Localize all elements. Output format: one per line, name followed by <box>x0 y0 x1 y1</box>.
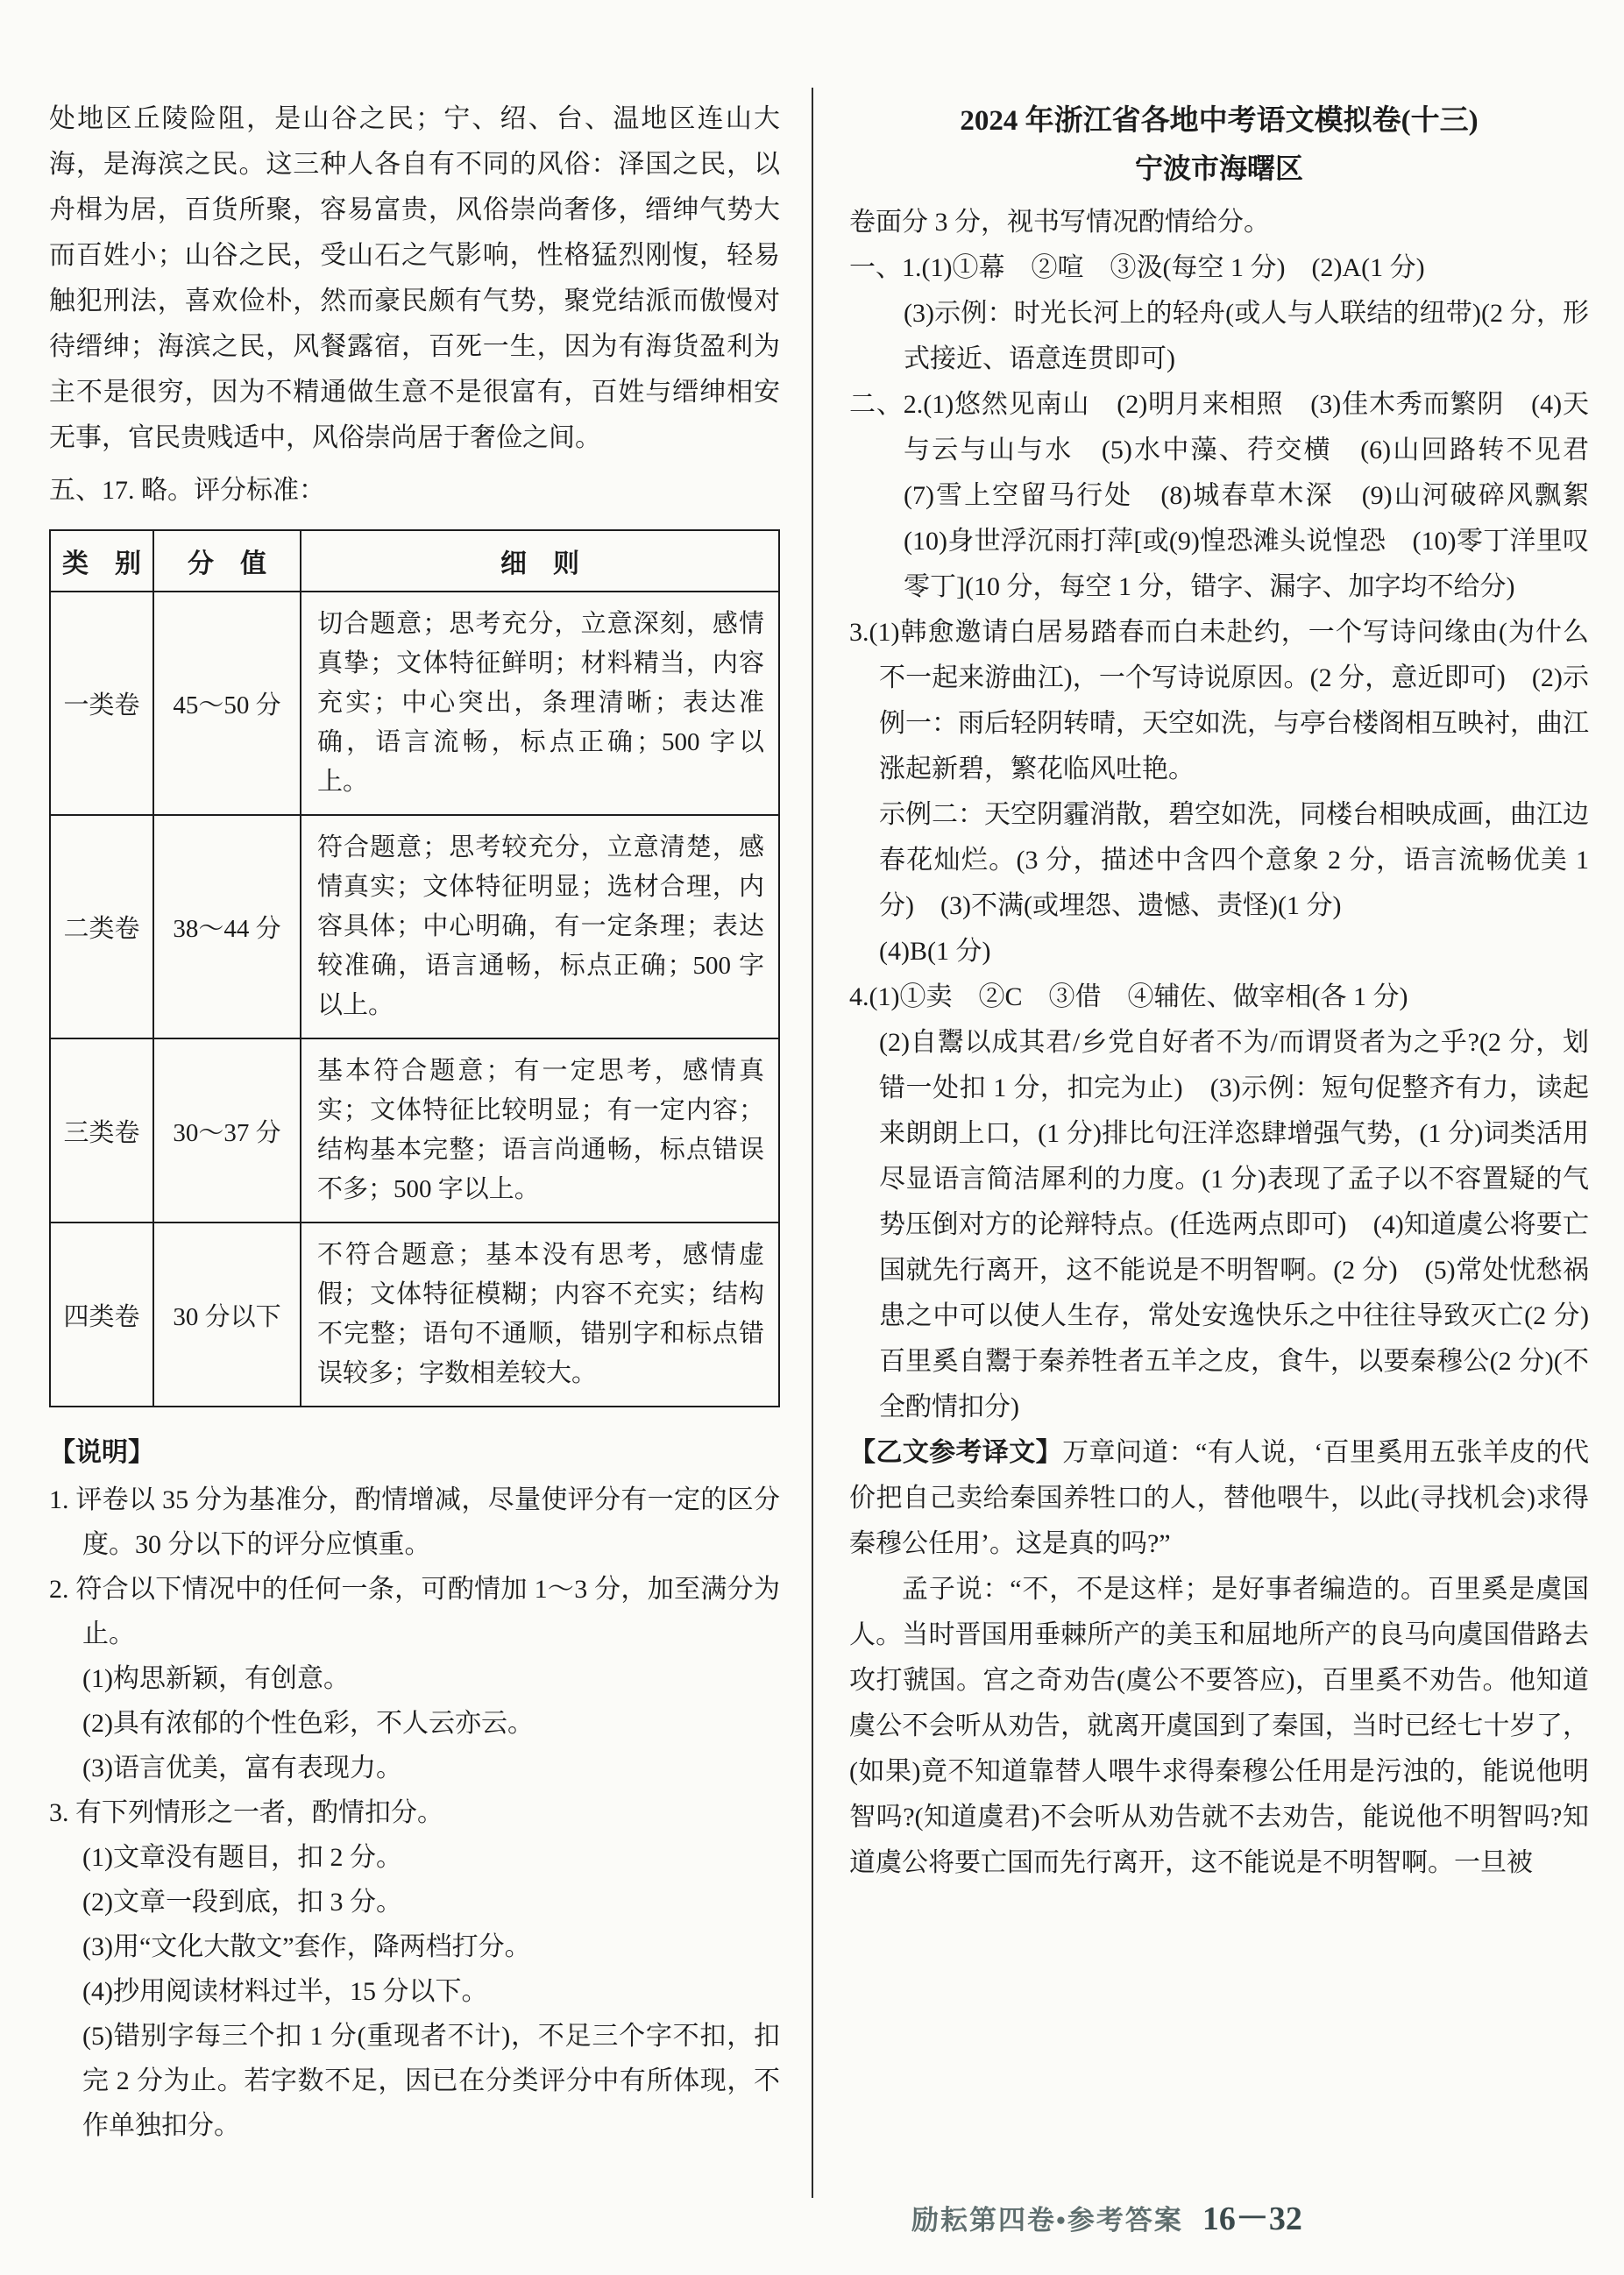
note-sub-item: (2)具有浓郁的个性色彩，不人云亦云。 <box>82 1709 534 1738</box>
answer-paragraph-q4-cont: (2)自鬻以成其君/乡党自好者不为/而谓贤者为之乎?(2 分，划错一处扣 1 分，扣完为止) (3)示例：短句促整齐有力，读起来朗朗上口，(1 分)排比句汪洋恣肆增强气势，(1 分)词类活用尽显语言简洁犀利的力度。(1 分)表现了孟子以不容置疑的气势压倒对方的论辩特点。(任选两点即可) (4)知道虞公将要亡国就先行离开，这不能说是不明智啊。(2 分) (5)常处忧愁祸患之中可以使人生存，常处安逸快乐之中往往导致灭亡(2 分) 百里奚自鬻于秦养牲者五羊之皮，食牛，以要秦穆公(2 分)(不全酌情扣分) <box>879 1028 1615 1421</box>
note-sub-item: (5)错别字每三个扣 1 分(重现者不计)，不足三个字不扣，扣完 2 分为止。若字数不足，因已在分类评分中有所体现，不作单独扣分。 <box>82 2022 780 2140</box>
column-divider-line <box>812 88 813 2198</box>
answer-paragraph-q3-end: (4)B(1 分) <box>879 937 991 966</box>
row1-score: 45～50 分 <box>153 592 301 815</box>
row2-detail: 符合题意；思考较充分，立意清楚，感情真实；文体特征明显；选材合理，内容具体；中心明确，有一定条理；表达较准确，语言通畅，标点正确；500 字以上。 <box>301 815 779 1038</box>
note-item: 2. 符合以下情况中的任何一条，可酌情加 1～3 分，加至满分为止。 <box>49 1575 780 1648</box>
note-sub-item: (1)文章没有题目，扣 2 分。 <box>82 1843 402 1872</box>
row3-detail: 基本符合题意；有一定思考，感情真实；文体特征比较明显；有一定内容；结构基本完整；语言尚通畅，标点错误不多；500 字以上。 <box>301 1038 779 1223</box>
row4-score: 30 分以下 <box>153 1223 301 1407</box>
table-header-score: 分 值 <box>153 530 301 592</box>
note-sub-item: (2)文章一段到底，扣 3 分。 <box>82 1888 402 1917</box>
row1-category: 一类卷 <box>50 592 153 815</box>
section-heading-essay-criteria: 五、17. 略。评分标准： <box>49 476 325 505</box>
note-sub-item: (3)语言优美，富有表现力。 <box>82 1754 402 1782</box>
note-sub-item: (1)构思新颖，有创意。 <box>82 1664 350 1693</box>
table-header-category: 类 别 <box>50 530 153 592</box>
note-item: 1. 评卷以 35 分为基准分，酌情增减，尽量使评分有一定的区分度。30 分以下的评分应慎重。 <box>49 1485 780 1559</box>
note-sub-item: (4)抄用阅读材料过半，15 分以下。 <box>82 1977 488 2006</box>
footer-label: 励耘第四卷•参考答案 <box>911 2205 1183 2236</box>
table-row <box>50 815 779 1038</box>
footer-page-number: 16－32 <box>1202 2201 1302 2237</box>
paper-subtitle: 宁波市海曙区 <box>1134 152 1303 184</box>
table-row <box>50 592 779 815</box>
translation-text: 万章问道：“有人说，‘百里奚用五张羊皮的代价把自己卖给秦国养牲口的人，替他喂牛，以此(寻找机会)求得秦穆公任用’。这是真的吗?” <box>849 1438 1590 1558</box>
table-row <box>50 1038 779 1223</box>
table-header-detail: 细 则 <box>301 530 779 592</box>
answer-paragraph-q4: 4.(1)①卖 ②C ③借 ④辅佐、做宰相(各 1 分) <box>849 982 1408 1011</box>
answer-paragraph-q1-cont: (3)示例：时光长河上的轻舟(或人与人联结的纽带)(2 分，形式接近、语意连贯即可) <box>904 299 1589 373</box>
answer-paragraph-presentation: 卷面分 3 分，视书写情况酌情给分。 <box>849 208 1270 237</box>
intro-paragraph: 处地区丘陵险阻，是山谷之民；宁、绍、台、温地区连山大海，是海滨之民。这三种人各自有不同的风俗：泽国之民，以舟楫为居，百货所聚，容易富贵，风俗崇尚奢侈，缙绅气势大而百姓小；山谷之民，受山石之气影响，性格猛烈刚愎，轻易触犯刑法，喜欢俭朴，然而豪民颇有气势，聚党结派而傲慢对待缙绅；海滨之民，风餐露宿，百死一生，因为有海货盈利为主不是很穷，因为不精通做生意不是很富有，百姓与缙绅相安无事，官民贵贱适中，风俗崇尚居于奢俭之间。 <box>49 104 780 452</box>
left-column <box>49 96 780 2148</box>
table-header-row <box>50 530 779 592</box>
note-item: 3. 有下列情形之一者，酌情扣分。 <box>49 1798 443 1827</box>
answer-paragraph-q1: 一、1.(1)①幕 ②喧 ③汲(每空 1 分) (2)A(1 分) <box>849 253 1425 282</box>
row1-detail: 切合题意；思考充分，立意深刻，感情真挚；文体特征鲜明；材料精当，内容充实；中心突出，条理清晰；表达准确，语言流畅，标点正确；500 字以上。 <box>301 592 779 815</box>
notes-heading: 【说明】 <box>49 1438 154 1467</box>
row4-detail: 不符合题意；基本没有思考，感情虚假；文体特征模糊；内容不充实；结构不完整；语句不通顺，错别字和标点错误较多；字数相差较大。 <box>301 1223 779 1407</box>
translation-heading: 【乙文参考译文】 <box>849 1438 1063 1467</box>
note-sub-item: (3)用“文化大散文”套作，降两档打分。 <box>82 1932 531 1961</box>
row3-category: 三类卷 <box>50 1038 153 1223</box>
right-column <box>849 96 1615 2148</box>
translation-paragraph-mengzi: 孟子说：“不，不是这样；是好事者编造的。百里奚是虞国人。当时晋国用垂棘所产的美玉和屈地所产的良马向虞国借路去攻打虢国。宫之奇劝告(虞公不要答应)，百里奚不劝告。他知道虞公不会听从劝告，就离开虞国到了秦国，当时已经七十岁了，(如果)竟不知道靠替人喂牛求得秦穆公任用是污浊的，能说他明智吗?(知道虞君)不会听从劝告就不去劝告，能说他不明智吗?知道虞公将要亡国而先行离开，这不能说是不明智啊。一旦被 <box>849 1575 1589 1877</box>
row4-category: 四类卷 <box>50 1223 153 1407</box>
row2-category: 二类卷 <box>50 815 153 1038</box>
answer-paragraph-q3-cont: 示例二：天空阴霾消散，碧空如洗，同楼台相映成画，曲江边春花灿烂。(3 分，描述中含四个意象 2 分，语言流畅优美 1 分) (3)不满(或埋怨、遗憾、责怪)(1 分) <box>879 800 1589 920</box>
row3-score: 30～37 分 <box>153 1038 301 1223</box>
translation-paragraph <box>849 1430 1589 1567</box>
row2-score: 38～44 分 <box>153 815 301 1038</box>
answer-paragraph-q3: 3.(1)韩愈邀请白居易踏春而白未赴约，一个写诗问缘由(为什么不一起来游曲江)，一个写诗说原因。(2 分，意近即可) (2)示例一：雨后轻阴转晴，天空如洗，与亭台楼阁相互映衬，曲江涨起新碧，繁花临风吐艳。 <box>849 618 1589 783</box>
page-footer <box>911 2191 1302 2239</box>
paper-title: 2024 年浙江省各地中考语文模拟卷(十三) <box>960 105 1479 137</box>
table-row <box>50 1223 779 1407</box>
essay-grading-table <box>49 529 780 1407</box>
answer-paragraph-q2: 二、2.(1)悠然见南山 (2)明月来相照 (3)佳木秀而繁阴 (4)天与云与山与水 (5)水中藻、荇交横 (6)山回路转不见君 (7)雪上空留马行处 (8)城春草木深 (9)山河破碎风飘絮 (10)身世浮沉雨打萍[或(9)惶恐滩头说惶恐 (10)零丁洋里叹零丁](10 分，每空 1 分，错字、漏字、加字均不给分) <box>849 390 1615 601</box>
